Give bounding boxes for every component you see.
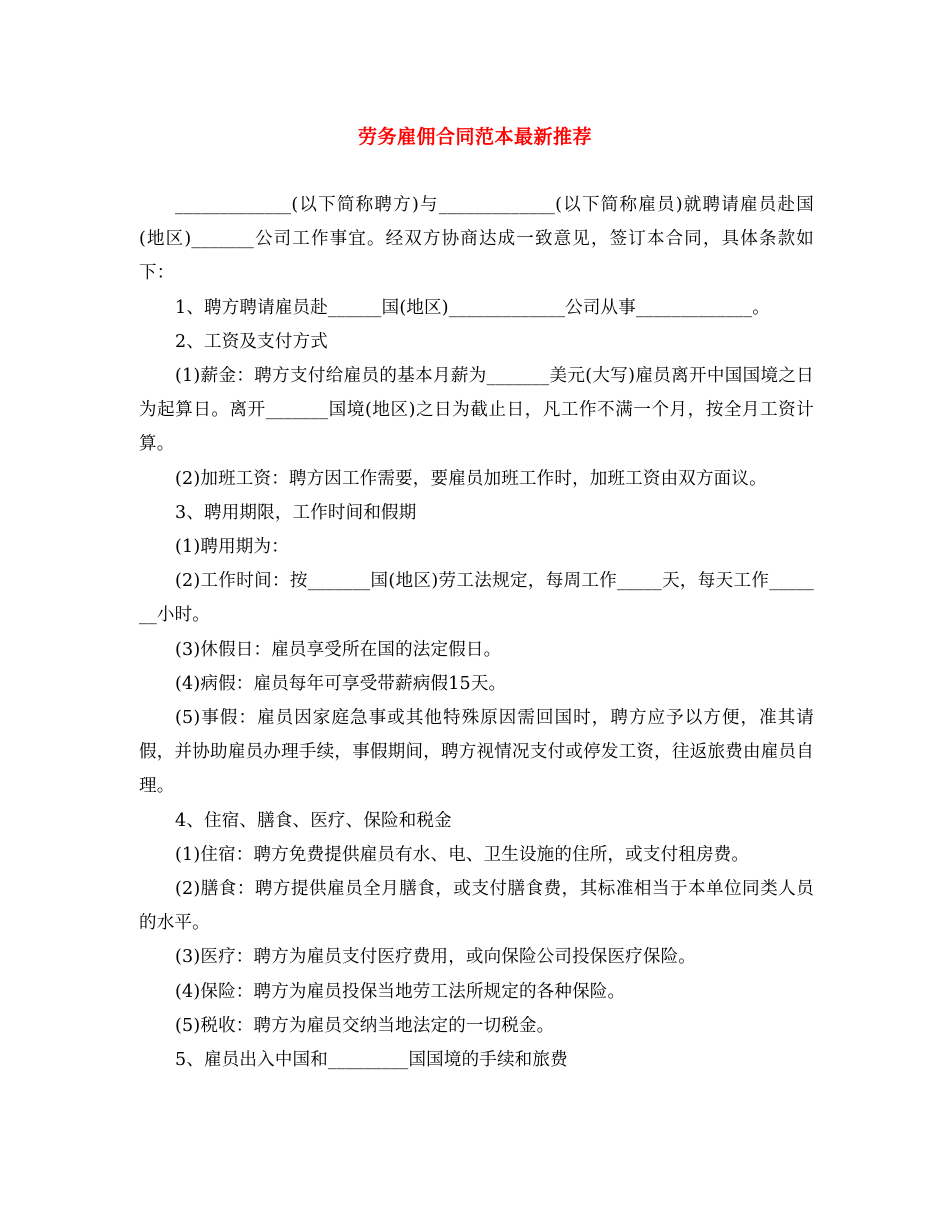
clause-3-3-holidays: (3)休假日：雇员享受所在国的法定假日。 xyxy=(175,639,502,660)
contract-body xyxy=(139,188,814,1077)
clause-2-1-salary: (1)薪金：聘方支付给雇员的基本月薪为_______美元(大写)雇员离开中国国境之日为起算日。离开_______国境(地区)之日为截止日，凡工作不满一个月，按全月工资计算。 xyxy=(139,366,814,455)
intro-paragraph: _____________(以下简称聘方)与_____________(以下简称雇员)就聘请雇员赴国(地区)_______公司工作事宜。经双方协商达成一致意见，签订本合同，具体条款如下： xyxy=(139,195,814,284)
clause-3-2-hours: (2)工作时间：按_______国(地区)劳工法规定，每周工作_____天，每天工作_______小时。 xyxy=(139,571,814,626)
clause-4-5-tax: (5)税收：聘方为雇员交纳当地法定的一切税金。 xyxy=(175,1015,555,1036)
section-heading-wages: 2、工资及支付方式 xyxy=(175,331,328,352)
clause-4-4-insurance: (4)保险：聘方为雇员投保当地劳工法所规定的各种保险。 xyxy=(175,981,626,1002)
document-title: 劳务雇佣合同范本最新推荐 xyxy=(357,126,592,148)
section-heading-benefits: 4、住宿、膳食、医疗、保险和税金 xyxy=(175,810,452,831)
clause-4-3-medical: (3)医疗：聘方为雇员支付医疗费用，或向保险公司投保医疗保险。 xyxy=(175,947,696,968)
section-heading-term: 3、聘用期限，工作时间和假期 xyxy=(175,502,417,523)
clause-1: 1、聘方聘请雇员赴______国(地区)_____________公司从事_____________。 xyxy=(175,297,770,318)
clause-3-1-term: (1)聘用期为： xyxy=(175,537,289,558)
clause-4-1-housing: (1)住宿：聘方免费提供雇员有水、电、卫生设施的住所，或支付租房费。 xyxy=(175,844,750,865)
clause-4-2-meals: (2)膳食：聘方提供雇员全月膳食，或支付膳食费，其标准相当于本单位同类人员的水平。 xyxy=(139,879,814,934)
clause-3-4-sick-leave: (4)病假：雇员每年可享受带薪病假15天。 xyxy=(175,673,507,694)
clause-3-5-personal-leave: (5)事假：雇员因家庭急事或其他特殊原因需回国时，聘方应予以方便，准其请假，并协助雇员办理手续，事假期间，聘方视情况支付或停发工资，往返旅费由雇员自理。 xyxy=(139,708,814,797)
section-heading-travel: 5、雇员出入中国和_________国国境的手续和旅费 xyxy=(175,1050,568,1071)
clause-2-2-overtime: (2)加班工资：聘方因工作需要，要雇员加班工作时，加班工资由双方面议。 xyxy=(175,468,767,489)
